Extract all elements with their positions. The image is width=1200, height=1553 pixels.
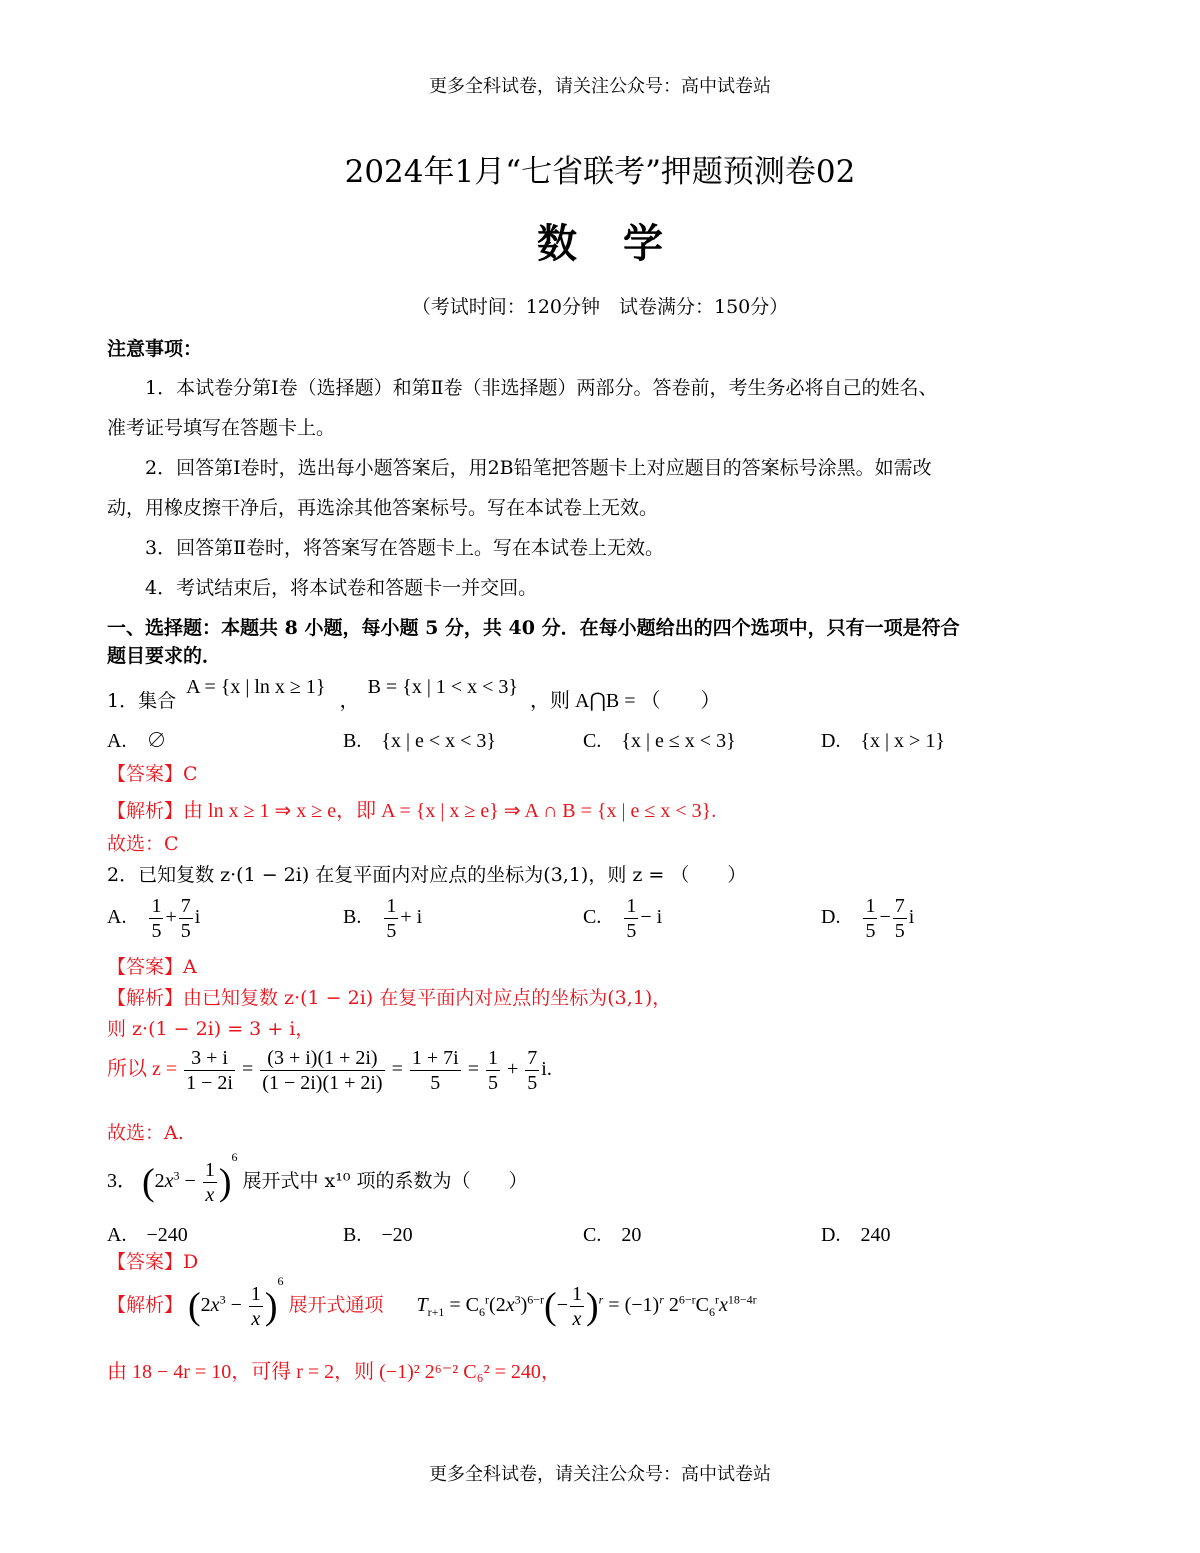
q2-option-b-label: B. xyxy=(343,906,362,929)
q3-analysis-1: 【解析】 ($2x^3$ − $\frac{1}{x}$ )$^6$ 展开式通项 $T_{r+1} = C_6^r(2x^3)^{6-r}(-$ $\frac{1}{x}$ )$^r = (-1)^r$ $2^{6-r}C_6^rx^{18-4r}$ xyxy=(107,1274,757,1330)
page-title: 2024年1月“七省联考”押题预测卷02 xyxy=(344,154,856,190)
q1-set-a: A = {x | ln x ≥ 1} xyxy=(186,676,326,698)
exam-info: （考试时间：120分钟 试卷满分：150分） xyxy=(411,296,789,318)
footer-note: 更多全科试卷，请关注公众号：高中试卷站 xyxy=(429,1464,771,1485)
note-item-2-cont: 动，用橡皮擦干净后，再选涂其他答案标号。写在本试卷上无效。 xyxy=(107,497,659,519)
section-heading: 一、选择题：本题共 8 小题，每小题 5 分，共 40 分．在每小题给出的四个选项中，只有一项是符合 xyxy=(107,617,960,639)
q1-analysis-text: 由 ln x ≥ 1 ⇒ x ≥ e，即 A = {x | x ≥ e} ⇒ A ∩ B = {x | e ≤ x < 3}. xyxy=(183,800,717,822)
q2-analysis-2: 则 z·(1 − 2i) = 3 + i， xyxy=(107,1018,315,1040)
q3-option-b: B. −20 xyxy=(343,1224,413,1246)
q1-option-a: A. ∅ xyxy=(107,730,167,752)
q2-option-d: D. $\frac{1}{5}$ − $\frac{7}{5}$ i xyxy=(821,895,915,942)
q3-option-a: A. −240 xyxy=(107,1224,188,1246)
q2-stem: 2．已知复数 z·(1 − 2i) 在复平面内对应点的坐标为(3,1)，则 z = （ ） xyxy=(107,864,747,886)
q1-option-d: D. {x | x > 1} xyxy=(821,730,945,752)
q3-option-c: C. 20 xyxy=(583,1224,642,1246)
q1-conclusion: 故选：C xyxy=(107,833,179,855)
q1-prefix: 1．集合 xyxy=(107,690,177,712)
q3-analysis-label: 【解析】 xyxy=(107,1294,184,1317)
q2-answer: 【答案】A xyxy=(107,956,197,978)
q2-option-b: B. $\frac{1}{5}$ + i xyxy=(343,895,423,942)
header-note: 更多全科试卷，请关注公众号：高中试卷站 xyxy=(429,76,771,97)
q2-analysis-label: 【解析】 xyxy=(107,987,184,1009)
q2-analysis-text-1: 由已知复数 z·(1 − 2i) 在复平面内对应点的坐标为(3,1)， xyxy=(183,987,672,1009)
q3-stem-tail: 展开式中 x¹⁰ 项的系数为（ ） xyxy=(242,1170,528,1193)
note-item-1: 1．本试卷分第Ⅰ卷（选择题）和第Ⅱ卷（非选择题）两部分。答卷前，考生务必将自己的姓名、 xyxy=(145,377,938,399)
q3-answer: 【答案】D xyxy=(107,1251,199,1273)
section-heading-cont: 题目要求的． xyxy=(107,645,222,667)
q3-analysis-mid: 展开式通项 xyxy=(288,1294,384,1317)
q1-ask: ，则 A⋂B = （ ） xyxy=(530,690,721,712)
q2-option-c: C. $\frac{1}{5}$ − i xyxy=(583,895,663,942)
note-item-1-cont: 准考证号填写在答题卡上。 xyxy=(107,417,336,439)
q2-option-d-label: D. xyxy=(821,906,841,929)
q2-option-c-label: C. xyxy=(583,906,602,929)
q2-analysis-1 xyxy=(107,983,671,1010)
q2-conclusion: 故选：A. xyxy=(107,1122,184,1144)
q1-option-c: C. {x | e ≤ x < 3} xyxy=(583,730,736,752)
q2-analysis-3: 所以 z = $\frac{3 + i}{1 - 2i}$ = $\frac{(3 + i)(1 + 2i)}{(1 - 2i)(1 + 2i)}$ = $\frac{1 + 7i}{5}$ = $\frac{1}{5}$ + $\frac{7}{5}$ i. xyxy=(107,1047,552,1094)
q1-set-b: B = {x | 1 < x < 3} xyxy=(367,676,518,698)
q1-analysis xyxy=(107,794,716,823)
note-item-3: 3．回答第Ⅱ卷时，将答案写在答题卡上。写在本试卷上无效。 xyxy=(145,537,665,559)
q1-stem: 1．集合 A = {x | ln x ≥ 1} ， B = {x | 1 < x < 3} ，则 A⋂B = （ ） xyxy=(107,676,721,712)
q2-option-a-label: A. xyxy=(107,906,127,929)
q2-analysis-3-prefix: 所以 z = xyxy=(107,1058,178,1081)
notes-heading: 注意事项： xyxy=(107,338,203,360)
q2-option-a: A. $\frac{1}{5}$ + $\frac{7}{5}$ i xyxy=(107,895,201,942)
note-item-2: 2．回答第Ⅰ卷时，选出每小题答案后，用2B铅笔把答题卡上对应题目的答案标号涂黑。如需改 xyxy=(145,457,932,479)
q3-option-d: D. 240 xyxy=(821,1224,891,1246)
q3-stem: 3． ($2x^3$ − $\frac{1}{x}$ )$^6$ 展开式中 x¹⁰ 项的系数为（ ） xyxy=(107,1150,528,1206)
q3-number: 3． xyxy=(107,1170,137,1193)
q1-answer: 【答案】C xyxy=(107,763,198,785)
note-item-4: 4．考试结束后，将本试卷和答题卡一并交回。 xyxy=(145,577,538,599)
q3-analysis-2: 由 18 − 4r = 10，可得 r = 2，则 (−1)² 2⁶⁻² C₆² = 240， xyxy=(107,1361,561,1383)
q1-option-b: B. {x | e < x < 3} xyxy=(343,730,496,752)
subject-title: 数学 xyxy=(537,220,709,267)
q1-analysis-label: 【解析】 xyxy=(107,800,184,822)
